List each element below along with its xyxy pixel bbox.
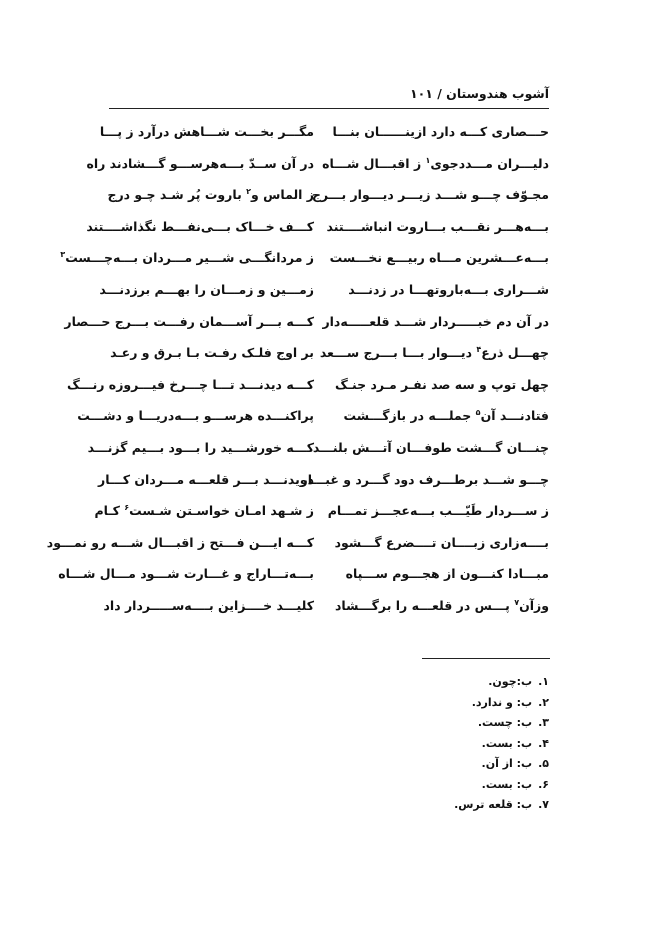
hemistich-right bbox=[328, 505, 549, 518]
footnote-number: ۳. bbox=[538, 716, 549, 729]
hemistich-text: ز الماس و bbox=[251, 187, 314, 203]
footnote-marker: ۷ bbox=[514, 597, 520, 607]
footnote-number: ۷. bbox=[538, 798, 549, 811]
header-rule bbox=[109, 108, 549, 109]
footnote-item bbox=[472, 697, 549, 708]
hemistich-text: چهل توپ و سه صد نفـر مـرد جنـگ bbox=[334, 376, 549, 392]
hemistich-text: در آن دم خبـــــردار شـــد قلعـــــه‌دار bbox=[322, 313, 549, 329]
hemistich-text: چـــو شـــد برطـــرف دود گـــرد و غبـــار bbox=[300, 471, 549, 487]
footnote-number: ۱. bbox=[538, 675, 549, 688]
footnote-text: ب: بست. bbox=[481, 736, 533, 750]
hemistich-text: بر اوج فلـک رفـت بـا بـرق و رعـد bbox=[110, 345, 314, 361]
hemistich-text: حـــصاری کـــه دارد ازینــــــان بنـــا bbox=[332, 124, 549, 139]
hemistich-left bbox=[104, 600, 314, 613]
footnote-marker: ۵ bbox=[475, 408, 481, 418]
hemistich-right bbox=[333, 126, 549, 139]
hemistich-right bbox=[346, 568, 549, 581]
hemistich-text: زمـــین و زمـــان را بهـــم برزدنـــد bbox=[99, 282, 314, 297]
hemistich-left bbox=[66, 376, 314, 392]
hemistich-left bbox=[58, 568, 314, 581]
hemistich-text: جملـــه در بازگـــشت bbox=[343, 408, 476, 424]
footnote-item bbox=[482, 758, 549, 769]
hemistich-left bbox=[98, 471, 314, 487]
hemistich-right bbox=[326, 218, 549, 234]
footnote-number: ۴. bbox=[538, 736, 549, 750]
hemistich-text: مگـــر بخـــت شـــاهش درآرد ز پـــا bbox=[99, 124, 314, 139]
hemistich-left bbox=[64, 313, 314, 329]
hemistich-text: باروت پُر شـد چـو درج bbox=[107, 187, 247, 203]
hemistich-left bbox=[107, 189, 314, 202]
hemistich-text: چنـــان گـــشت طوفـــان آتـــش بلنـــد bbox=[312, 440, 549, 455]
footnote-rule bbox=[422, 658, 550, 659]
hemistich-left bbox=[86, 218, 314, 234]
footnote-marker: ۱ bbox=[425, 155, 431, 165]
hemistich-left bbox=[99, 284, 314, 297]
hemistich-text: کـــه ایـــن فـــتح ز اقبـــال شـــه رو نمـــود bbox=[46, 534, 314, 550]
hemistich-text: ز اقبـــال شـــاه bbox=[322, 155, 426, 171]
hemistich-text: چهـــل ذرع bbox=[481, 345, 549, 361]
hemistich-text: شـــراری بـــه‌باروتهـــا در زدنـــد bbox=[348, 282, 549, 297]
hemistich-right bbox=[343, 410, 549, 423]
hemistich-left bbox=[94, 505, 314, 518]
footnote-text: ب:چون. bbox=[488, 675, 533, 688]
hemistich-text: ز مردانگـــی شـــیر مـــردان بـــه‌چـــست bbox=[65, 250, 314, 266]
hemistich-text: کـــه دیدنـــد تـــا چـــرخ فیـــروزه رنـــگ bbox=[66, 376, 314, 392]
hemistich-left bbox=[86, 155, 314, 171]
hemistich-right bbox=[334, 534, 549, 550]
hemistich-left bbox=[46, 534, 314, 550]
hemistich-text: وزآن bbox=[519, 598, 549, 613]
hemistich-left bbox=[77, 410, 314, 423]
hemistich-text: بـــه‌تـــاراج و غـــارت شـــود مـــال شـــاه bbox=[58, 566, 314, 582]
footnote-marker: ۴ bbox=[476, 345, 482, 355]
footnote-number: ۶. bbox=[538, 777, 549, 791]
hemistich-right bbox=[322, 155, 549, 171]
footnote-number: ۵. bbox=[538, 757, 549, 770]
hemistich-text: ز ســـردار طَیّـــب بـــه‌عجـــز تمـــام bbox=[327, 503, 549, 519]
hemistich-right bbox=[313, 442, 549, 455]
footnote-text: ب: از آن. bbox=[481, 757, 533, 770]
footnote-item bbox=[482, 779, 549, 790]
hemistich-right bbox=[348, 284, 549, 297]
running-head: آشوب هندوستان / ۱۰۱ bbox=[409, 86, 549, 101]
hemistich-text: دیـــوار بـــا بـــرج ســـعد bbox=[319, 345, 477, 361]
footnote-item bbox=[454, 799, 549, 810]
footnote-text: ب: چست. bbox=[477, 716, 533, 729]
hemistich-text: مبـــادا کنـــون از هجـــوم ســـپاه bbox=[345, 566, 549, 582]
hemistich-text: بــــه‌زاری زبــــان تــــضرع گـــشود bbox=[334, 534, 549, 550]
hemistich-text: پـــس در قلعـــه را برگـــشاد bbox=[335, 598, 515, 613]
hemistich-right bbox=[312, 189, 549, 202]
footnote-text: ب: بست. bbox=[481, 777, 533, 791]
hemistich-text: بـــه‌هـــر نقـــب بـــاروت انباشــــتند bbox=[326, 218, 549, 234]
footnote-text: ب: و ندارد. bbox=[471, 695, 533, 709]
hemistich-text: دویدنـــد بـــر قلعـــه مـــردان کـــار bbox=[98, 471, 314, 487]
hemistich-text: دلیـــران مـــددجوی bbox=[430, 155, 549, 171]
hemistich-text: ز شـهد امـان خواسـتن شـست bbox=[129, 503, 314, 519]
hemistich-text: کـــه بـــر آســـمان رفـــت بـــرج حـــصار bbox=[64, 313, 314, 329]
hemistich-left bbox=[88, 442, 314, 455]
footnote-item bbox=[488, 676, 549, 687]
hemistich-right bbox=[330, 252, 549, 265]
footnote-marker: ۲ bbox=[246, 187, 252, 197]
hemistich-left bbox=[100, 126, 314, 139]
footnote-item bbox=[482, 738, 549, 749]
hemistich-right bbox=[335, 597, 549, 613]
hemistich-text: بـــه‌عـــشرین مـــاه ربیـــع نخـــست bbox=[329, 250, 549, 266]
hemistich-text: مجـوّف چـــو شـــد زیـــر دیـــوار بـــرج bbox=[311, 187, 549, 203]
hemistich-text: کـــه خورشـــید را بـــود بـــیم گزنـــد bbox=[87, 440, 314, 455]
hemistich-text: کـــف خـــاک بـــی‌نفـــط نگذاشــــتند bbox=[86, 218, 314, 234]
hemistich-text: کـام bbox=[94, 503, 125, 519]
footnote-marker: ۳ bbox=[60, 250, 66, 260]
hemistich-text: فتادنـــد آن bbox=[480, 408, 549, 424]
hemistich-left bbox=[110, 347, 314, 360]
hemistich-text: در آن ســدّ بـــه‌هرســـو گـــشادند راه bbox=[86, 155, 314, 171]
hemistich-right bbox=[322, 313, 549, 329]
hemistich-right bbox=[334, 376, 549, 392]
footnote-number: ۲. bbox=[538, 695, 549, 709]
hemistich-text: کلیـــد خــــزاین بــــه‌ســـــردار داد bbox=[103, 598, 314, 613]
footnote-text: ب: قلعه ترس. bbox=[454, 798, 533, 811]
footnote-marker: ۶ bbox=[124, 503, 130, 513]
hemistich-right bbox=[320, 347, 549, 360]
hemistich-right bbox=[300, 471, 549, 487]
footnote-item bbox=[478, 717, 549, 728]
hemistich-left bbox=[60, 252, 314, 265]
hemistich-text: پراکنـــده هرســـو بـــه‌دریـــا و دشـــت bbox=[77, 408, 314, 424]
